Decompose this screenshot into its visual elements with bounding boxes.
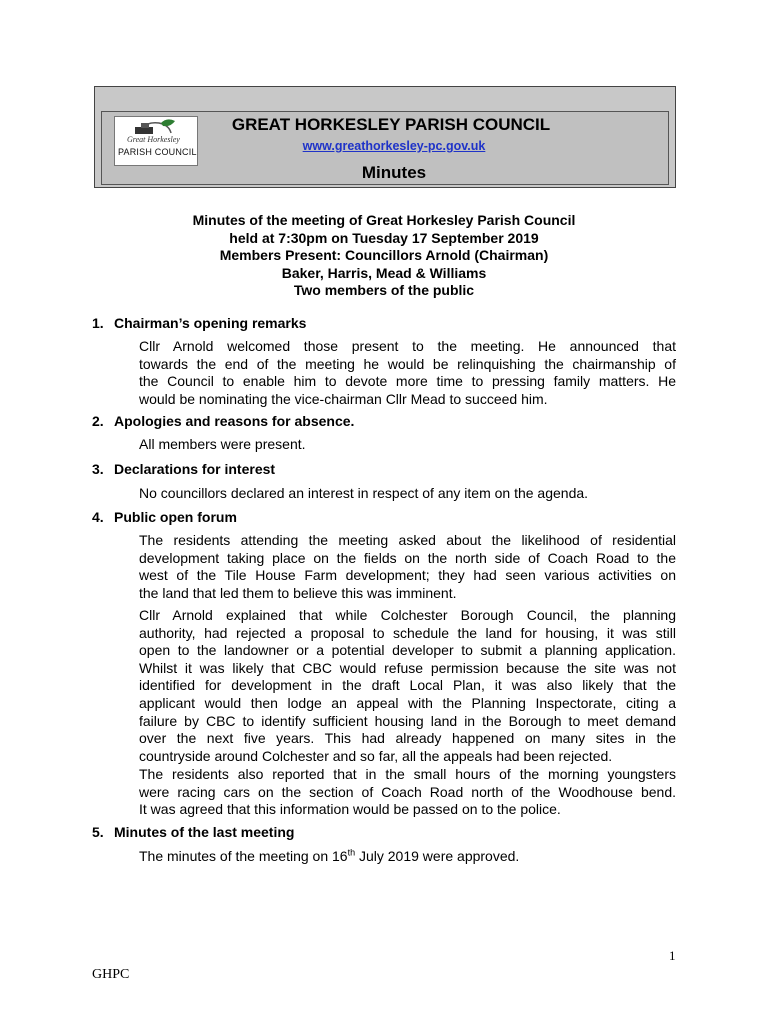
section-number: 5. (92, 824, 104, 840)
section-2-heading (92, 413, 354, 429)
logo-text-council: PARISH COUNCIL (118, 147, 197, 157)
section-4-paragraph-1 (139, 532, 676, 602)
section-1-heading (92, 315, 306, 331)
section-4-heading (92, 509, 237, 525)
section-5-paragraph (139, 848, 676, 866)
letterhead-inner (101, 111, 669, 185)
paragraph-line: The residents attending the meeting asked about the likelihood of residential (139, 532, 676, 548)
footer-text: GHPC (92, 967, 130, 982)
paragraph-line: identified for development in the draft Local Plan, it was also likely that the (139, 677, 676, 694)
section-title: Minutes of the last meeting (114, 824, 295, 840)
section-number: 3. (92, 461, 104, 477)
paragraph-line: development taking place on the fields on the north side of Coach Road to the (139, 549, 676, 566)
logo-text-village: Great Horkesley (127, 135, 180, 144)
section-number: 2. (92, 413, 104, 429)
paragraph-line: It was agreed that this information would be passed on to the police. (139, 801, 561, 818)
paragraph-line: were racing cars on the section of Coach Road north of the Woodhouse bend. (139, 783, 676, 800)
paragraph-line: Cllr Arnold welcomed those present to the meeting. He announced that (139, 338, 676, 354)
section-number: 1. (92, 315, 104, 331)
document-title: Minutes (361, 163, 427, 182)
paragraph-line: open to the landowner or a potential developer to submit a planning application. (139, 642, 676, 659)
intro-line-4: Baker, Harris, Mead & Williams (281, 264, 487, 281)
council-name: GREAT HORKESLEY PARISH COUNCIL (231, 115, 551, 134)
section-2-paragraph (139, 436, 676, 454)
paragraph-line: failure by CBC to identify sufficient housing land in the Borough to meet demand (139, 712, 676, 729)
section-title: Public open forum (114, 509, 237, 525)
intro-line-1: Minutes of the meeting of Great Horkesley Parish Council (192, 212, 576, 228)
paragraph-line: over the next five years. This had already happened on many sites in the (139, 730, 676, 747)
paragraph-line: authority, had rejected a proposal to schedule the land for housing, it was still (139, 624, 676, 641)
section-4-paragraph-3 (139, 766, 676, 819)
section-1-paragraph (139, 338, 676, 408)
minutes-text-end: July 2019 were approved. (355, 848, 520, 864)
section-5-heading (92, 824, 294, 840)
section-title: Declarations for interest (114, 461, 276, 477)
paragraph-line: The residents also reported that in the small hours of the morning youngsters (139, 766, 676, 782)
section-4-paragraph-2 (139, 607, 676, 765)
section-title: Chairman’s opening remarks (114, 315, 307, 331)
letterhead (94, 86, 676, 188)
paragraph-line: countryside around Colchester and so far, all the appeals had been rejected. (139, 747, 613, 764)
section-number: 4. (92, 509, 104, 525)
paragraph-line: the land that led them to believe this was imminent. (139, 584, 457, 601)
intro-line-5: Two members of the public (293, 282, 475, 298)
council-website-link[interactable]: www.greathorkesley-pc.gov.uk (302, 139, 486, 153)
page-number: 1 (669, 948, 676, 963)
paragraph-line: No councillors declared an interest in respect of any item on the agenda. (139, 485, 589, 501)
paragraph-line: Whilst it was likely that CBC would refuse permission because the site was not (139, 659, 676, 676)
paragraph-line: the Council to enable him to devote more time to pressing family matters. He (139, 373, 676, 390)
intro-line-2: held at 7:30pm on Tuesday 17 September 2019 (229, 229, 539, 246)
paragraph-line: All members were present. (139, 436, 306, 452)
section-3-heading (92, 461, 275, 477)
minutes-text-start: The minutes of the meeting on 16 (139, 848, 348, 864)
intro-line-3: Members Present: Councillors Arnold (Chairman) (219, 247, 549, 263)
paragraph-line: towards the end of the meeting he would be relinquishing the chairmanship of (139, 355, 676, 372)
paragraph-line: Cllr Arnold explained that while Colchester Borough Council, the planning (139, 607, 676, 623)
paragraph-line (139, 848, 676, 866)
meeting-summary (140, 212, 628, 300)
paragraph-line: would be nominating the vice-chairman Cllr Mead to succeed him. (139, 390, 548, 407)
paragraph-line: applicant would then lodge an appeal with the Planning Inspectorate, citing a (139, 694, 676, 711)
section-title: Apologies and reasons for absence. (114, 413, 355, 429)
ordinal-suffix: th (347, 847, 356, 858)
section-3-paragraph (139, 485, 676, 503)
paragraph-line: west of the Tile House Farm development; they had seen various activities on (139, 567, 676, 584)
